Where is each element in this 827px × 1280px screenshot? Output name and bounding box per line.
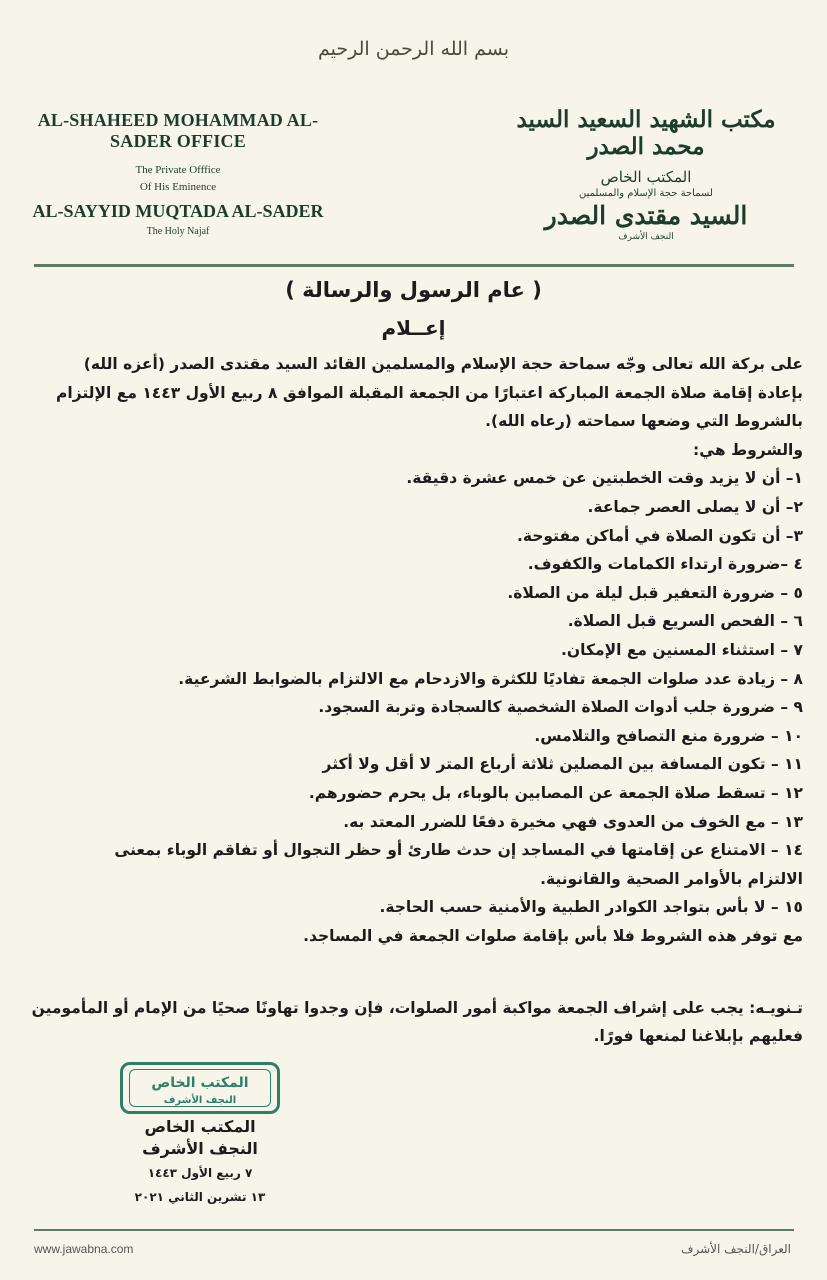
announcement-title: إعــلام (381, 316, 446, 340)
document-headline: ( عام الرسول والرسالة ) (285, 278, 542, 302)
announcement-body (23, 350, 803, 950)
header-divider (34, 264, 794, 267)
note-line: فعليهم بإبلاغنا لمنعها فورًا. (593, 1027, 803, 1045)
condition-item: ١٣ – مع الخوف من العدوى فهي مخيرة دفعًا للضرر المعتد به. (343, 812, 803, 831)
arabic-letterhead (501, 106, 791, 242)
office-stamp (120, 1062, 280, 1114)
stamp-line: المكتب الخاص (151, 1075, 249, 1091)
signature-office: المكتب الخاص (144, 1117, 256, 1136)
arabic-title: لسماحة حجة الإسلام والمسلمين (579, 188, 713, 199)
english-of-his-eminence: Of His Eminence (139, 181, 217, 193)
condition-item: ٣– أن تكون الصلاة في أماكن مفتوحة. (516, 526, 803, 545)
english-office-name: AL-SHAHEED MOHAMMAD AL-SADER OFFICE (37, 110, 319, 151)
note-line: تـنويـه: يجب على إشراف الجمعة مواكبة أمور الصلوات، فإن وجدوا تهاونًا صحيًا من الإمام أو المأمومين (31, 999, 803, 1017)
footer-divider (34, 1229, 794, 1231)
arabic-private-office: المكتب الخاص (600, 168, 692, 186)
stamp-line: النجف الأشرف (163, 1095, 237, 1106)
condition-item: ١٢ – تسقط صلاة الجمعة عن المصابين بالوباء، بل يحرم حضورهم. (308, 783, 803, 802)
closing-line: مع توفر هذه الشروط فلا بأس بإقامة صلوات الجمعة في المساجد. (303, 926, 803, 945)
english-eminence-name: AL-SAYYID MUQTADA AL-SADER (32, 201, 324, 221)
footer-location: العراق/النجف الأشرف (681, 1242, 791, 1256)
condition-item: ١٤ – الامتناع عن إقامتها في المساجد إن حدث طارئ أو حظر التجوال أو تفاقم الوباء بمعنى (114, 841, 803, 860)
condition-item: ١– أن لا يزيد وقت الخطبتين عن خمس عشرة دقيقة. (406, 469, 803, 488)
condition-item: ١٠ – ضرورة منع التصافح والتلامس. (534, 726, 803, 745)
condition-item: ٢– أن لا يصلى العصر جماعة. (587, 497, 803, 516)
intro-line: بإعادة إقامة صلاة الجمعة المباركة اعتبارًا من الجمعة المقبلة الموافق ٨ ربيع الأول ١٤٤٣ مع الإلتزام (56, 383, 803, 402)
signature-city: النجف الأشرف (142, 1139, 258, 1158)
english-letterhead (28, 110, 328, 237)
english-private-office: The Private Offfice (135, 164, 221, 176)
conditions-heading: والشروط هي: (693, 440, 803, 459)
condition-item: ١٥ – لا بأس بتواجد الكوادر الطبية والأمنية حسب الحاجة. (379, 898, 803, 917)
condition-item: ٤ –ضرورة ارتداء الكمامات والكفوف. (527, 555, 803, 574)
arabic-eminence-name: السيد مقتدى الصدر (544, 201, 748, 230)
condition-item: ٩ – ضرورة جلب أدوات الصلاة الشخصية كالسجادة وتربة السجود. (318, 698, 803, 717)
hijri-date: ٧ ربيع الأول ١٤٤٣ (147, 1166, 253, 1180)
note-block (23, 994, 803, 1050)
intro-line: بالشروط التي وضعها سماحته (رعاه الله). (485, 412, 803, 431)
english-city: The Holy Najaf (146, 226, 210, 237)
condition-item: ١١ – تكون المسافة بين المصلين ثلاثة أرباع المتر لا أقل ولا أكثر (322, 755, 803, 774)
arabic-office-name: مكتب الشهيد السعيد السيد محمد الصدر (516, 106, 776, 160)
condition-item: ٥ – ضرورة التعفير قبل ليلة من الصلاة. (507, 583, 803, 602)
signature-block (100, 1116, 300, 1208)
arabic-city: النجف الأشرف (618, 232, 674, 242)
basmala: بسم الله الرحمن الرحيم (318, 38, 509, 60)
condition-item: الالتزام بالأوامر الصحية والقانونية. (540, 869, 803, 888)
footer-url: www.jawabna.com (34, 1242, 134, 1256)
condition-item: ٨ – زيادة عدد صلوات الجمعة تفاديًا للكثرة والازدحام مع الالتزام بالضوابط الشرعية. (178, 669, 803, 688)
intro-line: على بركة الله تعالى وجّه سماحة حجة الإسلام والمسلمين القائد السيد مقتدى الصدر (أعزه الله) (83, 355, 803, 373)
gregorian-date: ١٣ تشرين الثاني ٢٠٢١ (134, 1190, 266, 1204)
condition-item: ٧ – استثناء المسنين مع الإمكان. (561, 640, 803, 659)
condition-item: ٦ – الفحص السريع قبل الصلاة. (567, 612, 803, 631)
